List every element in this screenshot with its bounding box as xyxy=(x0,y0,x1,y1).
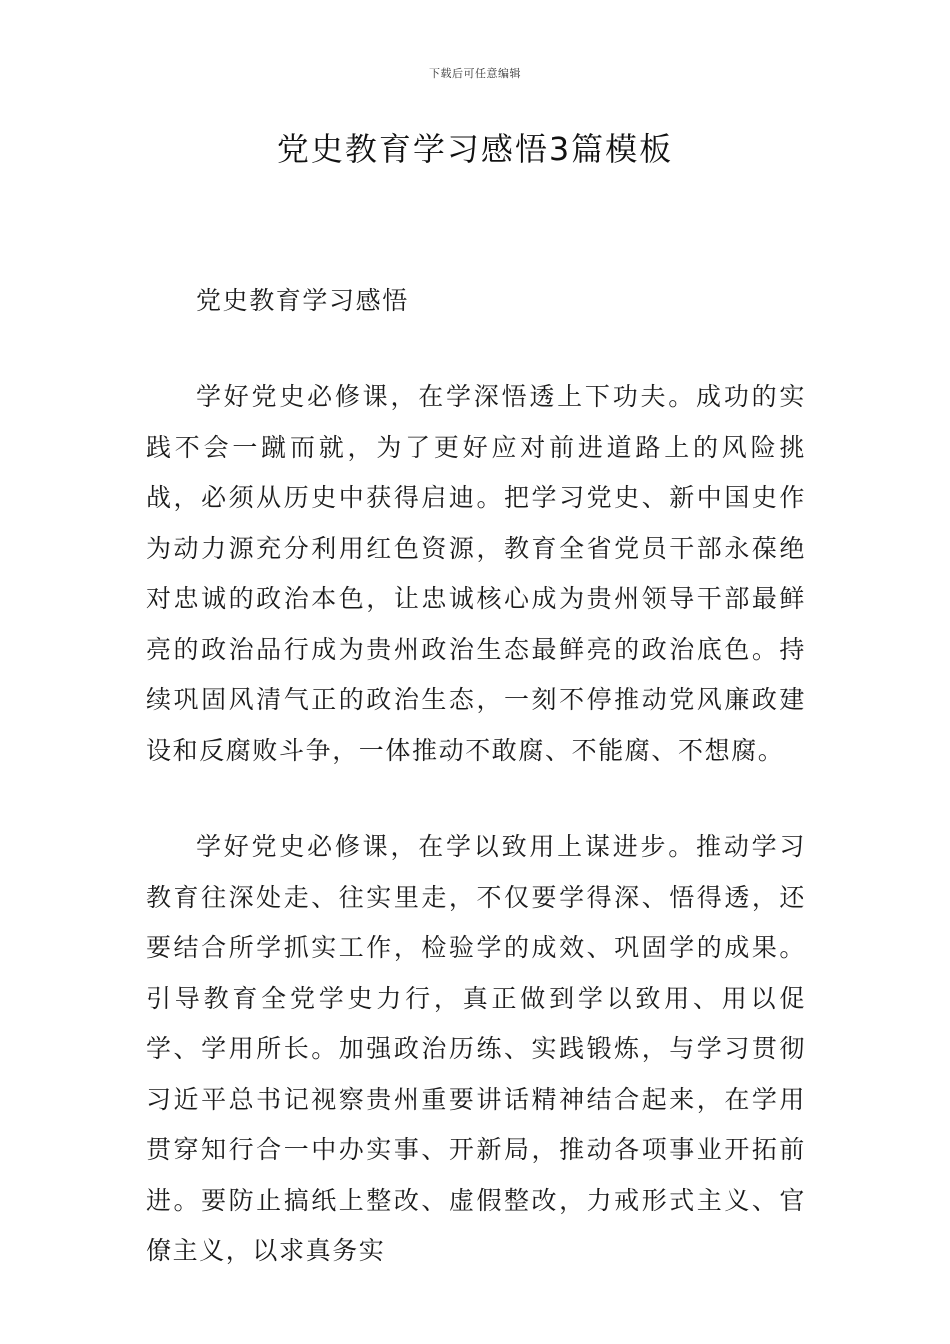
paragraph-1: 学好党史必修课，在学深悟透上下功夫。成功的实践不会一蹴而就，为了更好应对前进道路上的风险挑战，必须从历史中获得启迪。把学习党史、新中国史作为动力源充分利用红色资源，教育全省党员干部永葆绝对忠诚的政治本色，让忠诚核心成为贵州领导干部最鲜亮的政治品行成为贵州政治生态最鲜亮的政治底色。持续巩固风清气正的政治生态，一刻不停推动党风廉政建设和反腐败斗争，一体推动不敢腐、不能腐、不想腐。 xyxy=(146,382,806,765)
document-title: 党史教育学习感悟3篇模板 xyxy=(276,130,674,168)
paragraph-2: 学好党史必修课，在学以致用上谋进步。推动学习教育往深处走、往实里走，不仅要学得深、悟得透，还要结合所学抓实工作，检验学的成效、巩固学的成果。引导教育全党学史力行，真正做到学以致用、用以促学、学用所长。加强政治历练、实践锻炼，与学习贯彻习近平总书记视察贵州重要讲话精神结合起来，在学用贯穿知行合一中办实事、开新局，推动各项事业开拓前进。要防止搞纸上整改、虚假整改，力戒形式主义、官僚主义，以求真务实 xyxy=(146,832,806,1265)
section-subtitle: 党史教育学习感悟 xyxy=(196,286,409,315)
header-note: 下载后可任意编辑 xyxy=(429,67,521,80)
